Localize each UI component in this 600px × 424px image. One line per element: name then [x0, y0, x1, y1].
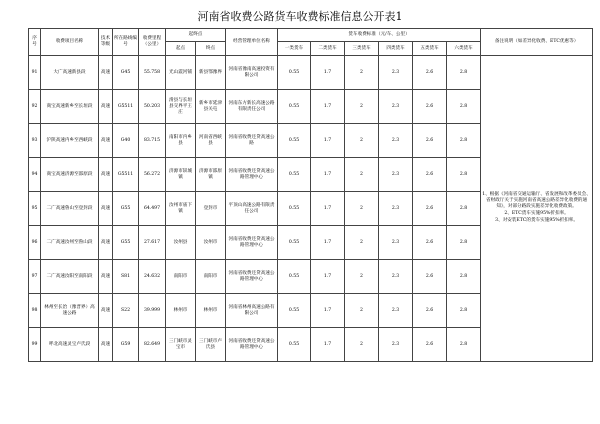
cell-rate-class-2: 1.7: [311, 294, 345, 328]
cell-rate-class-4: 2.3: [379, 56, 413, 90]
page-title: 河南省收费公路货车收费标准信息公开表1: [197, 10, 403, 23]
cell-rate-class-3: 2: [345, 294, 379, 328]
cell-name: 大广高速新县段: [41, 56, 99, 90]
cell-route: G40: [113, 124, 139, 158]
cell-mileage: 39.999: [139, 294, 166, 328]
cell-name: 商宝高速新乡至长垣段: [41, 90, 99, 124]
cell-rate-class-6: 2.8: [447, 260, 481, 294]
cell-mileage: 27.617: [139, 226, 166, 260]
cell-rate-class-5: 2.6: [413, 226, 447, 260]
cell-route: G59: [113, 328, 139, 362]
cell-start: 汝州县: [166, 226, 196, 260]
header-start: 起点: [166, 42, 196, 56]
cell-rate-class-2: 1.7: [311, 260, 345, 294]
cell-name: 沪陕高速内乡至西峡段: [41, 124, 99, 158]
cell-mileage: 83.715: [139, 124, 166, 158]
header-tech-grade: 技术等级: [99, 29, 113, 56]
cell-rate-class-5: 2.6: [413, 90, 447, 124]
cell-route: G5511: [113, 90, 139, 124]
cell-grade: 高速: [99, 56, 113, 90]
cell-rate-class-3: 2: [345, 124, 379, 158]
cell-start: 三门峡市灵宝市: [166, 328, 196, 362]
cell-name: 林州至长治（豫晋界）高速公路: [41, 294, 99, 328]
header-unit: 经营管理单位名称: [226, 29, 278, 56]
cell-rate-class-6: 2.8: [447, 158, 481, 192]
cell-grade: 高速: [99, 260, 113, 294]
header-class-5: 五类货车: [413, 42, 447, 56]
header-standard: 货车收费标准（元/车、公里）: [278, 29, 481, 42]
header-notes: 备注说明（如差异化收费、ETC优惠等）: [481, 29, 593, 56]
cell-rate-class-2: 1.7: [311, 124, 345, 158]
cell-end: 林州市: [196, 294, 226, 328]
header-name: 收费项目名称: [41, 29, 99, 56]
cell-route: G55: [113, 192, 139, 226]
cell-grade: 高速: [99, 124, 113, 158]
note-line: 1、根据《河南省交通运输厅、省发展和改革委员会、省财政厅关于实施河南省高速公路差异化收费的通知》，对部分路段实施差异化收费政策。: [482, 192, 591, 209]
header-class-1: 一类货车: [278, 42, 311, 56]
cell-grade: 高速: [99, 294, 113, 328]
header-class-6: 六类货车: [447, 42, 481, 56]
cell-rate-class-2: 1.7: [311, 192, 345, 226]
cell-rate-class-2: 1.7: [311, 158, 345, 192]
cell-rate-class-4: 2.3: [379, 90, 413, 124]
cell-rate-class-1: 0.55: [278, 226, 311, 260]
cell-unit: 平顶山高速公路有限责任公司: [226, 192, 278, 226]
cell-rate-class-4: 2.3: [379, 294, 413, 328]
cell-rate-class-6: 2.8: [447, 56, 481, 90]
cell-rate-class-6: 2.8: [447, 192, 481, 226]
cell-rate-class-3: 2: [345, 56, 379, 90]
cell-mileage: 64.497: [139, 192, 166, 226]
header-start-end: 起终点: [166, 29, 226, 42]
cell-end: 南阳市: [196, 260, 226, 294]
cell-rate-class-5: 2.6: [413, 56, 447, 90]
cell-rate-class-1: 0.55: [278, 294, 311, 328]
cell-rate-class-4: 2.3: [379, 158, 413, 192]
notes-cell: [481, 56, 593, 362]
cell-rate-class-1: 0.55: [278, 260, 311, 294]
cell-seq: 92: [29, 90, 41, 124]
cell-rate-class-5: 2.6: [413, 158, 447, 192]
cell-rate-class-1: 0.55: [278, 90, 311, 124]
header-class-3: 三类货车: [345, 42, 379, 56]
cell-route: S81: [113, 260, 139, 294]
cell-route: G45: [113, 56, 139, 90]
cell-seq: 94: [29, 158, 41, 192]
cell-end: 三门峡市卢氏县: [196, 328, 226, 362]
cell-end: 河南省西峡县: [196, 124, 226, 158]
cell-unit: 河南省收费还贷高速公路管理中心: [226, 158, 278, 192]
cell-unit: 河南省收费还贷高速公路: [226, 124, 278, 158]
cell-rate-class-2: 1.7: [311, 90, 345, 124]
cell-route: S22: [113, 294, 139, 328]
cell-mileage: 24.632: [139, 260, 166, 294]
cell-start: 南阳市: [166, 260, 196, 294]
cell-end: 新县鄂豫界: [196, 56, 226, 90]
cell-route: G5511: [113, 158, 139, 192]
cell-rate-class-4: 2.3: [379, 124, 413, 158]
cell-rate-class-1: 0.55: [278, 158, 311, 192]
cell-rate-class-3: 2: [345, 90, 379, 124]
cell-rate-class-5: 2.6: [413, 124, 447, 158]
cell-seq: 99: [29, 328, 41, 362]
cell-mileage: 50.203: [139, 90, 166, 124]
cell-rate-class-3: 2: [345, 328, 379, 362]
header-mileage: 收费里程（公里）: [139, 29, 166, 56]
cell-seq: 98: [29, 294, 41, 328]
cell-start: 南阳市内乡县: [166, 124, 196, 158]
cell-rate-class-3: 2: [345, 158, 379, 192]
cell-rate-class-2: 1.7: [311, 226, 345, 260]
cell-rate-class-4: 2.3: [379, 192, 413, 226]
cell-rate-class-2: 1.7: [311, 328, 345, 362]
cell-end: 新乡市延津县关屯: [196, 90, 226, 124]
cell-unit: 河南省林州高速公路有限公司: [226, 294, 278, 328]
cell-name: 商宝高速济源至邵原段: [41, 158, 99, 192]
cell-rate-class-6: 2.8: [447, 294, 481, 328]
cell-rate-class-6: 2.8: [447, 124, 481, 158]
cell-rate-class-1: 0.55: [278, 124, 311, 158]
fee-standard-table: [28, 28, 593, 362]
cell-grade: 高速: [99, 226, 113, 260]
cell-rate-class-3: 2: [345, 226, 379, 260]
cell-grade: 高速: [99, 158, 113, 192]
note-line: 2、ETC货车实施95%折扣率。: [504, 211, 569, 216]
header-class-4: 四类货车: [379, 42, 413, 56]
cell-seq: 91: [29, 56, 41, 90]
cell-mileage: 56.272: [139, 158, 166, 192]
cell-rate-class-6: 2.8: [447, 90, 481, 124]
cell-rate-class-1: 0.55: [278, 328, 311, 362]
cell-grade: 高速: [99, 90, 113, 124]
cell-seq: 97: [29, 260, 41, 294]
cell-rate-class-1: 0.55: [278, 192, 311, 226]
cell-unit: 河南省收费还贷高速公路管理中心: [226, 226, 278, 260]
cell-seq: 93: [29, 124, 41, 158]
cell-rate-class-2: 1.7: [311, 56, 345, 90]
cell-start: 光山震河铺: [166, 56, 196, 90]
cell-end: 济源市邵原镇: [196, 158, 226, 192]
table-body: [29, 56, 593, 362]
header-class-2: 二类货车: [311, 42, 345, 56]
cell-route: G55: [113, 226, 139, 260]
cell-rate-class-5: 2.6: [413, 294, 447, 328]
cell-unit: 河南东方新长高速公路有限责任公司: [226, 90, 278, 124]
cell-rate-class-4: 2.3: [379, 260, 413, 294]
cell-name: 二广高速汝州至鲁山段: [41, 226, 99, 260]
cell-name: 呼北高速灵宝卢氏段: [41, 328, 99, 362]
cell-rate-class-4: 2.3: [379, 226, 413, 260]
cell-rate-class-1: 0.55: [278, 56, 311, 90]
cell-rate-class-6: 2.8: [447, 328, 481, 362]
header-end: 终点: [196, 42, 226, 56]
cell-rate-class-5: 2.6: [413, 260, 447, 294]
cell-start: 济源市轵城镇: [166, 158, 196, 192]
cell-start: 滑县与长垣县交界平王庄: [166, 90, 196, 124]
header-route-no: 所在路线编号: [113, 29, 139, 56]
cell-name: 二广高速鲁山至登封段: [41, 192, 99, 226]
cell-start: 林州市: [166, 294, 196, 328]
cell-seq: 95: [29, 192, 41, 226]
table-row: [29, 56, 593, 90]
cell-unit: 河南省收费还贷高速公路管理中心: [226, 260, 278, 294]
cell-mileage: 82.649: [139, 328, 166, 362]
header-seq: 序号: [29, 29, 41, 56]
cell-rate-class-4: 2.3: [379, 328, 413, 362]
cell-rate-class-5: 2.6: [413, 328, 447, 362]
cell-start: 汝州市庙下镇: [166, 192, 196, 226]
cell-grade: 高速: [99, 328, 113, 362]
cell-rate-class-3: 2: [345, 192, 379, 226]
cell-end: 登封市: [196, 192, 226, 226]
note-line: 3、对安装ETC的货车实施95%折扣率。: [495, 218, 578, 223]
cell-grade: 高速: [99, 192, 113, 226]
cell-rate-class-3: 2: [345, 260, 379, 294]
cell-rate-class-5: 2.6: [413, 192, 447, 226]
cell-seq: 96: [29, 226, 41, 260]
cell-unit: 河南省豫南高速投资有限公司: [226, 56, 278, 90]
cell-rate-class-6: 2.8: [447, 226, 481, 260]
cell-mileage: 55.758: [139, 56, 166, 90]
cell-name: 二广高速汝阳至南阳段: [41, 260, 99, 294]
cell-unit: 河南省收费还贷高速公路管理中心: [226, 328, 278, 362]
cell-end: 汝州市: [196, 226, 226, 260]
